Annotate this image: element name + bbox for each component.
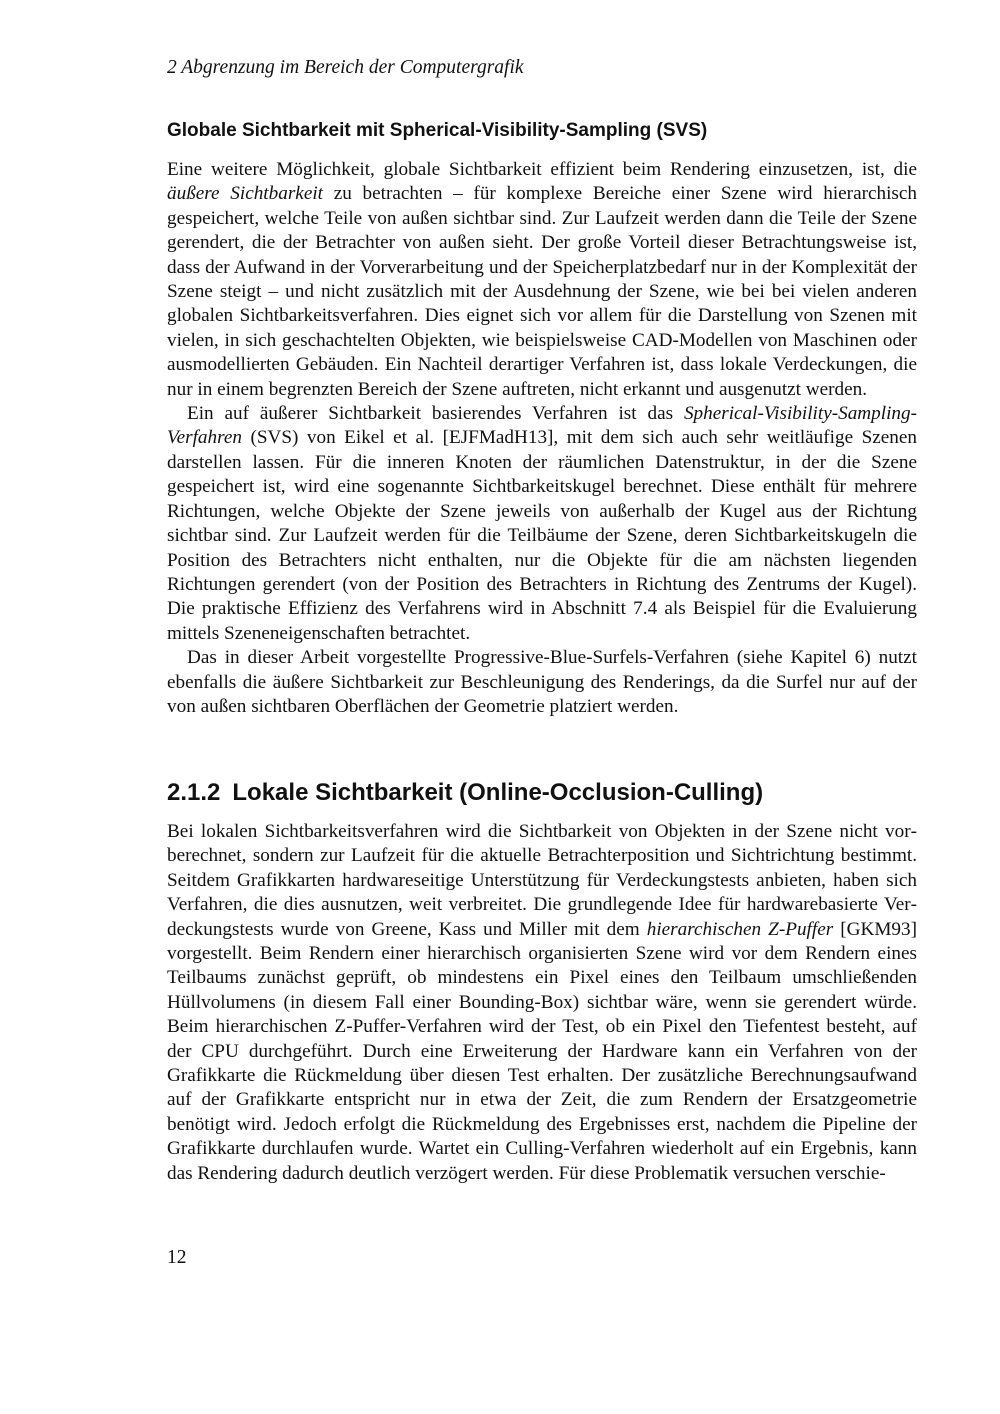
emphasis: äußere Sichtbarkeit bbox=[167, 183, 323, 205]
paragraph: Bei lokalen Sichtbarkeitsverfahren wird die Sichtbarkeit von Objekten in der Szene nicht vorberechnet, sondern zur Laufzeit für die aktuelle Betrachterposition und Sichtrichtung bestimmt. Seitdem Grafikkarten hardwareseitige Unterstützung für Verdeckungstests anbieten, haben sich Verfahren, die dies ausnutzen, weit verbreitet. Die grundlegende Idee für hardwarebasierte Verdeckungstests wurde von Greene, Kass und Miller mit dem hierarchischen Z-Puffer [GKM93] vorgestellt. Beim Rendern einer hierarchisch organisierten Szene wird vor dem Rendern eines Teilbaums zunächst geprüft, ob mindestens ein Pixel eines den Teilbaum umschließenden Hüllvolumens (in diesem Fall einer Bounding-Box) sichtbar wäre, wenn sie gerendert würde. Beim hierarchischen Z-Puffer-Verfahren wird der Test, ob ein Pixel den Tiefentest besteht, auf der CPU durchgeführt. Durch eine Erweiterung der Hardware kann ein Verfahren von der Grafikkarte die Rückmeldung über diesen Test erhalten. Der zusätzliche Berechnungsaufwand auf der Grafikkarte entspricht nur in etwa der Zeit, die zum Rendern der Ersatzgeometrie benötigt wird. Jedoch erfolgt die Rückmeldung des Ergebnisses erst, nachdem die Pipeline der Grafikkarte durchlaufen wurde. Wartet ein Culling-Verfahren wiederholt auf ein Ergebnis, kann das Rendering dadurch deutlich verzögert werden. Für diese Problematik versuchen verschie- bbox=[167, 821, 917, 1184]
paragraph: Eine weitere Möglichkeit, globale Sichtbarkeit effizient beim Rendering einzusetzen, ist, die äußere Sichtbarkeit zu betrachten – für komplexe Bereiche einer Szene wird hierarchisch gespeichert, welche Teile von außen sichtbar sind. Zur Laufzeit werden dann die Teile der Szene gerendert, die der Betrachter von außen sieht. Der große Vorteil dieser Betrachtungsweise ist, dass der Aufwand in der Vorverarbeitung und der Speicherplatzbedarf nur in der Komplexität der Szene steigt – und nicht zusätzlich mit der Ausdehnung der Szene, wie bei bei vielen anderen globalen Sichtbarkeitsverfahren. Dies eignet sich vor allem für die Darstellung von Szenen mit vielen, in sich geschachtelten Objekten, wie beispielsweise CAD-Modellen von Maschinen oder ausmodellierten Gebäuden. Ein Nachteil derartiger Verfahren ist, dass lokale Verdeckungen, die nur in einem begrenzten Bereich der Szene auftreten, nicht erkannt und ausgenutzt werden. bbox=[167, 159, 917, 400]
section-number: 2.1.2 bbox=[167, 779, 221, 806]
subsection-body bbox=[167, 158, 917, 719]
running-header: 2 Abgrenzung im Bereich der Computergrafik bbox=[167, 57, 524, 78]
subsection-heading: Globale Sichtbarkeit mit Spherical-Visibility-Sampling (SVS) bbox=[167, 120, 708, 141]
section-heading bbox=[167, 779, 763, 807]
paragraph: Ein auf äußerer Sichtbarkeit basierendes Verfahren ist das Spherical-Visibility-Sampling-Verfahren (SVS) von Eikel et al. [EJFMadH13], mit dem sich auch sehr weitläufige Szenen darstellen lassen. Für die inneren Knoten der räumlichen Datenstruktur, in der die Szene gespeichert ist, wird eine sogenannte Sichtbarkeitskugel berechnet. Diese enthält für mehrere Richtungen, welche Objekte der Szene jeweils von außerhalb der Kugel aus der Richtung sichtbar sind. Zur Laufzeit werden für die Teilbäume der Szene, deren Sichtbarkeitskugeln die Position des Betrachters nicht enthalten, nur die Objekte für die am nächsten liegenden Richtungen gerendert (von der Position des Betrachters in Richtung des Zentrums der Kugel). Die praktische Effizienz des Verfahrens wird in Abschnitt 7.4 als Beispiel für die Evaluierung mittels Szeneneigenschaften betrachtet. bbox=[167, 403, 917, 644]
emphasis: hierarchischen Z-Puffer bbox=[646, 918, 834, 940]
paragraph: Das in dieser Arbeit vorgestellte Progressive-Blue-Surfels-Verfahren (siehe Kapitel 6) nutzt ebenfalls die äußere Sichtbarkeit zur Beschleunigung des Renderings, da die Surfel nur auf der von außen sichtbaren Oberflächen der Geometrie platziert werden. bbox=[167, 647, 917, 717]
section-body bbox=[167, 820, 917, 1186]
page-number: 12 bbox=[167, 1247, 187, 1268]
emphasis: Spherical-Visibility-Sampling-Verfahren bbox=[167, 403, 917, 449]
section-title: Lokale Sichtbarkeit (Online-Occlusion-Culling) bbox=[232, 779, 764, 806]
